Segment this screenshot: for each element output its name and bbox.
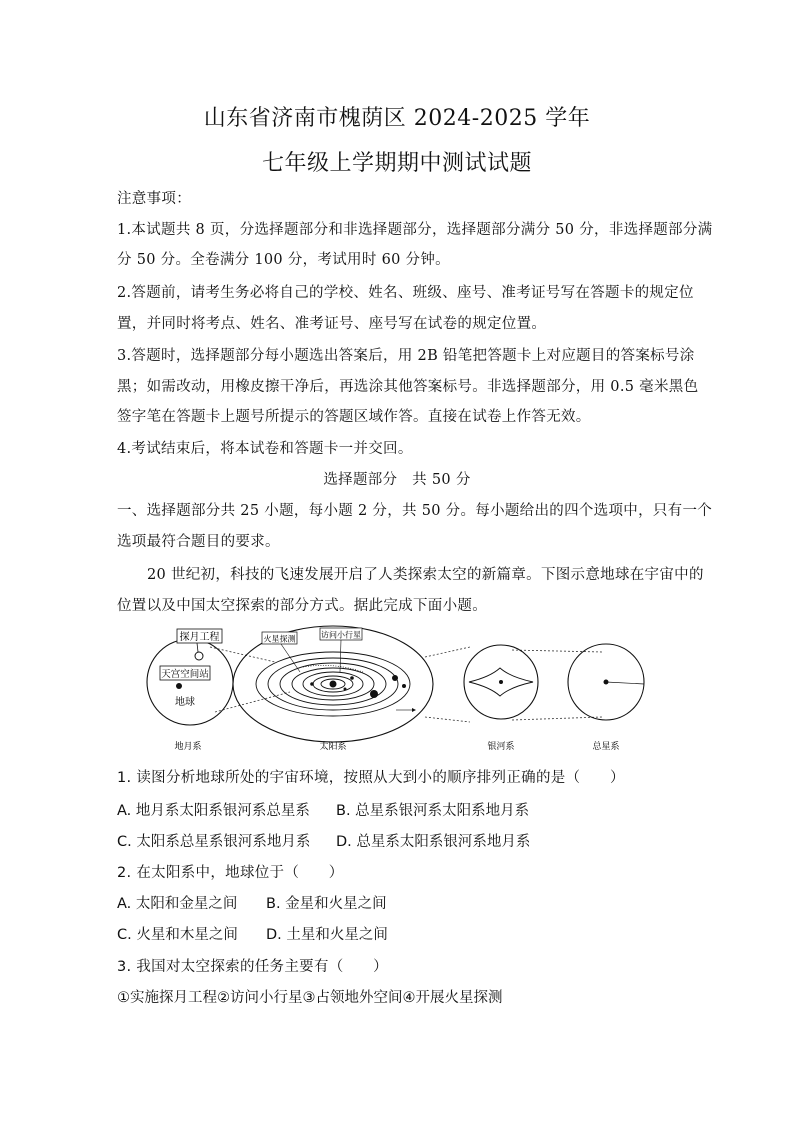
- section-heading: 选择题部分 共 50 分: [323, 472, 471, 488]
- solar-system-diagram: [233, 626, 433, 742]
- sun-icon: [330, 681, 337, 688]
- section-intro: 一、选择题部分共 25 小题，每小题 2 分，共 50 分。每小题给出的四个选项中，只有一个: [117, 503, 713, 519]
- saturn-icon: [392, 675, 398, 681]
- notes-line: 置，并同时将考点、姓名、准考证号、座号写在试卷的规定位置。: [117, 316, 547, 332]
- notes-line: 2.答题前，请考生务必将自己的学校、姓名、班级、座号、准考证号写在答题卡的规定位: [117, 285, 694, 301]
- caption-earth-moon: 地月系: [174, 742, 202, 752]
- section-intro: 选项最符合题目的要求。: [117, 534, 280, 550]
- option-c: C. 火星和木星之间: [117, 927, 238, 943]
- label-mars-probe: 火星探测: [263, 634, 296, 644]
- milky-way-diagram: [464, 645, 538, 719]
- planet-icon: [310, 682, 314, 686]
- option-a: A. 地月系太阳系银河系总星系: [117, 803, 310, 819]
- mars-icon: [350, 676, 354, 680]
- notes-line: 签字笔在答题卡上题号所提示的答题区域作答。直接在试卷上作答无效。: [117, 409, 591, 425]
- option-b: B. 金星和火星之间: [266, 896, 387, 912]
- caption-universe: 总星系: [592, 742, 620, 752]
- option-c: C. 太阳系总星系银河系地月系: [117, 834, 311, 850]
- notes-line: 分 50 分。全卷满分 100 分，考试用时 60 分钟。: [117, 252, 450, 268]
- page-subtitle: 七年级上学期期中测试试题: [261, 151, 532, 176]
- passage: 位置以及中国太空探索的部分方式。据此完成下面小题。: [117, 598, 487, 614]
- option-a: A. 太阳和金星之间: [117, 896, 238, 912]
- connector-lines: [210, 647, 602, 722]
- jupiter-icon: [370, 690, 378, 698]
- caption-solar: 太阳系: [319, 742, 347, 752]
- notes-heading: 注意事项：: [117, 191, 191, 207]
- question-stem: 1. 读图分析地球所处的宇宙环境，按照从大到小的顺序排列正确的是（ ）: [117, 770, 625, 786]
- passage: 20 世纪初，科技的飞速发展开启了人类探索太空的新篇章。下图示意地球在宇宙中的: [147, 567, 704, 583]
- notes-line: 1.本试题共 8 页，分选择题部分和非选择题部分，选择题部分满分 50 分，非选择题部分满: [117, 222, 713, 238]
- option-d: D. 总星系太阳系银河系地月系: [336, 834, 531, 850]
- cosmic-hierarchy-figure: [140, 622, 660, 757]
- label-earth: 地球: [175, 697, 195, 708]
- option-b: B. 总星系银河系太阳系地月系: [336, 803, 530, 819]
- label-moon-project: 探月工程: [179, 632, 220, 643]
- uranus-icon: [402, 684, 406, 688]
- planet-icon: [344, 688, 347, 691]
- notes-line: 黑；如需改动，用橡皮擦干净后，再选涂其他答案标号。非选择题部分，用 0.5 毫米黑色: [117, 379, 699, 395]
- page-title: 山东省济南市槐荫区 2024-2025 学年: [203, 106, 591, 131]
- option-d: D. 土星和火星之间: [266, 927, 388, 943]
- earth-icon: [176, 683, 182, 689]
- question-stem: 2. 在太阳系中，地球位于（ ）: [117, 865, 344, 881]
- notes-line: 4.考试结束后，将本试卷和答题卡一并交回。: [117, 441, 413, 457]
- statement-list: ①实施探月工程②访问小行星③占领地外空间④开展火星探测: [117, 990, 503, 1006]
- question-stem: 3. 我国对太空探索的任务主要有（ ）: [117, 959, 388, 975]
- label-tiangong: 天宫空间站: [161, 669, 209, 680]
- universe-diagram: [568, 644, 644, 720]
- label-asteroid: 访问小行星: [321, 630, 361, 640]
- caption-galaxy: 银河系: [487, 742, 515, 752]
- notes-line: 3.答题时，选择题部分每小题选出答案后，用 2B 铅笔把答题卡上对应题目的答案标号涂: [117, 348, 695, 364]
